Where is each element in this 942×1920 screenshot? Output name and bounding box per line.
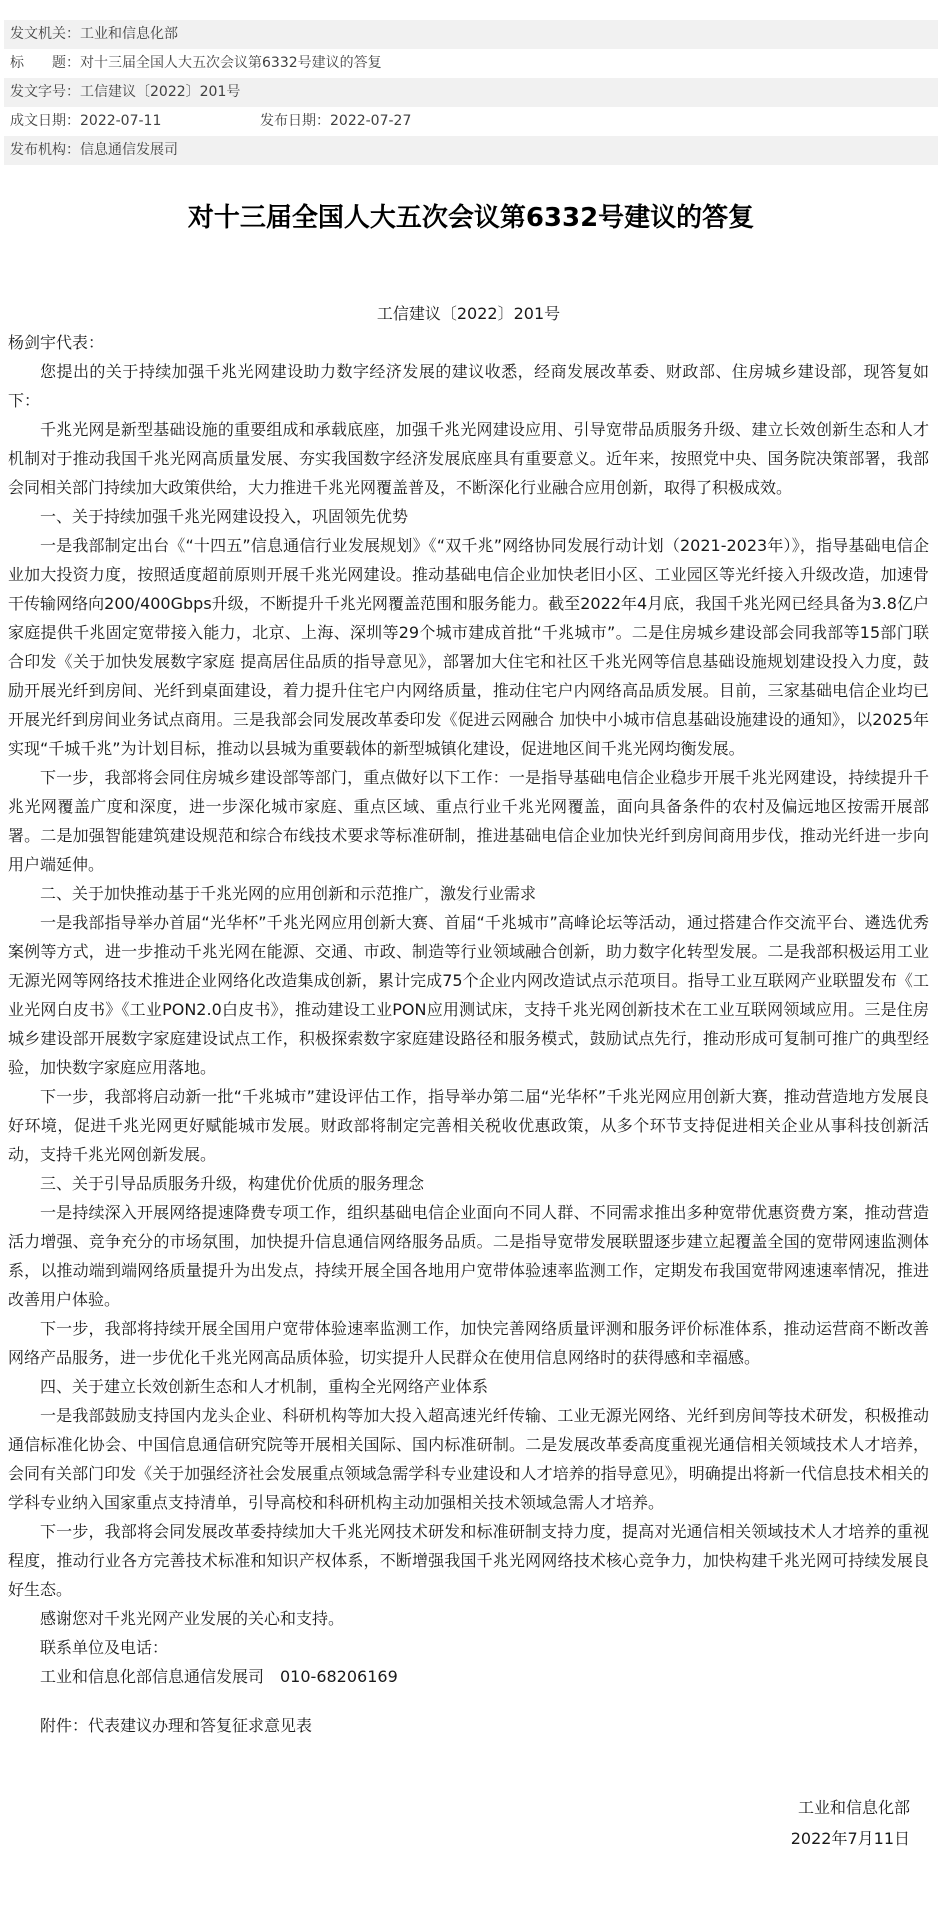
meta-row-issuing-agency — [4, 20, 938, 49]
meta-label: 发布日期： — [260, 113, 330, 129]
meta-label: 发文字号： — [10, 84, 80, 100]
meta-written-date — [10, 107, 260, 136]
meta-value: 2022-07-11 — [80, 113, 162, 129]
meta-row-title — [4, 49, 938, 78]
meta-label: 发布机构： — [10, 142, 80, 158]
document-body — [8, 299, 929, 1854]
signature-date: 2022年7月11日 — [790, 1829, 910, 1848]
document-page — [0, 20, 942, 1920]
meta-row-dates — [4, 107, 938, 136]
meta-value: 信息通信发展司 — [80, 142, 178, 158]
body-paragraph: 一是我部指导举办首届“光华杯”千兆光网应用创新大赛、首届“千兆城市”高峰论坛等活动，通过搭建合作交流平台、遴选优秀案例等方式，进一步推动千兆光网在能源、交通、市政、制造等行业领域融合创新，助力数字化转型发展。二是我部积极运用工业无源光网等网络技术推进企业网络化改造集成创新，累计完成75个企业内网改造试点示范项目。指导工业互联网产业联盟发布《工业光网白皮书》《工业PON2.0白皮书》，推动建设工业PON应用测试床，支持千兆光网创新技术在工业互联网领域应用。三是住房城乡建设部开展数字家庭建设试点工作，积极探索数字家庭建设路径和服务模式，鼓励试点先行，推动形成可复制可推广的典型经验，加快数字家庭应用落地。 — [8, 913, 929, 1077]
meta-label: 成文日期： — [10, 113, 80, 129]
meta-publish-date — [260, 113, 411, 129]
meta-value: 对十三届全国人大五次会议第6332号建议的答复 — [80, 55, 382, 71]
body-paragraph: 千兆光网是新型基础设施的重要组成和承载底座，加强千兆光网建设应用、引导宽带品质服务升级、建立长效创新生态和人才机制对于推动我国千兆光网高质量发展、夯实我国数字经济发展底座具有重要意义。近年来，按照党中央、国务院决策部署，我部会同相关部门持续加大政策供给，大力推进千兆光网覆盖普及，不断深化行业融合应用创新，取得了积极成效。 — [8, 420, 929, 497]
section-heading: 三、关于引导品质服务升级，构建优价优质的服务理念 — [40, 1174, 425, 1193]
paragraph-container — [8, 357, 929, 1691]
body-paragraph: 工业和信息化部信息通信发展司 010-68206169 — [40, 1667, 398, 1686]
section-heading: 一、关于持续加强千兆光网建设投入，巩固领先优势 — [40, 507, 409, 526]
meta-row-doc-number — [4, 78, 938, 107]
meta-label: 标 题： — [10, 55, 80, 71]
document-meta-table — [4, 20, 938, 165]
body-paragraph: 下一步，我部将启动新一批“千兆城市”建设评估工作，指导举办第二届“光华杯”千兆光网应用创新大赛，推动营造地方发展良好环境，促进千兆光网更好赋能城市发展。财政部将制定完善相关税收优惠政策，从多个环节支持促进相关企业从事科技创新活动，支持千兆光网创新发展。 — [8, 1087, 929, 1164]
body-paragraph: 下一步，我部将持续开展全国用户宽带体验速率监测工作，加快完善网络质量评测和服务评价标准体系，推动运营商不断改善网络产品服务，进一步优化千兆光网高品质体验，切实提升人民群众在使用信息网络时的获得感和幸福感。 — [8, 1319, 929, 1367]
meta-label: 发文机关： — [10, 26, 80, 42]
body-paragraph: 感谢您对千兆光网产业发展的关心和支持。 — [40, 1609, 345, 1628]
signature-org: 工业和信息化部 — [797, 1798, 910, 1817]
body-paragraph: 您提出的关于持续加强千兆光网建设助力数字经济发展的建议收悉，经商发展改革委、财政部、住房城乡建设部，现答复如下： — [8, 362, 929, 410]
body-paragraph: 一是我部鼓励支持国内龙头企业、科研机构等加大投入超高速光纤传输、工业无源光网络、光纤到房间等技术研发，积极推动通信标准化协会、中国信息通信研究院等开展相关国际、国内标准研制。二是发展改革委高度重视光通信相关领域技术人才培养，会同有关部门印发《关于加强经济社会发展重点领域急需学科专业建设和人才培养的指导意见》，明确提出将新一代信息技术相关的学科专业纳入国家重点支持清单，引导高校和科研机构主动加强相关技术领域急需人才培养。 — [8, 1406, 929, 1512]
meta-row-publishing-dept — [4, 136, 938, 165]
meta-value: 工信建议〔2022〕201号 — [80, 84, 241, 100]
section-heading: 四、关于建立长效创新生态和人才机制，重构全光网络产业体系 — [40, 1377, 489, 1396]
meta-value: 工业和信息化部 — [80, 26, 178, 42]
signature-block — [8, 1792, 929, 1854]
body-paragraph: 一是我部制定出台《“十四五”信息通信行业发展规划》《“双千兆”网络协同发展行动计划（2021-2023年）》，指导基础电信企业加大投资力度，按照适度超前原则开展千兆光网建设。推动基础电信企业加快老旧小区、工业园区等光纤接入升级改造，加速骨干传输网络向200/400Gbps升级，不断提升千兆光网覆盖范围和服务能力。截至2022年4月底，我国千兆光网已经具备为3.8亿户家庭提供千兆固定宽带接入能力，北京、上海、深圳等29个城市建成首批“千兆城市”。二是住房城乡建设部会同我部等15部门联合印发《关于加快发展数字家庭 提高居住品质的指导意见》，部署加大住宅和社区千兆光网等信息基础设施规划建设投入力度，鼓励开展光纤到房间、光纤到桌面建设，着力提升住宅户内网络质量，推动住宅户内网络高品质发展。目前，三家基础电信企业均已开展光纤到房间业务试点商用。三是我部会同发展改革委印发《促进云网融合 加快中小城市信息基础设施建设的通知》，以2025年实现“千城千兆”为计划目标，推动以县城为重要载体的新型城镇化建设，促进地区间千兆光网均衡发展。 — [8, 536, 929, 758]
body-paragraph: 下一步，我部将会同住房城乡建设部等部门，重点做好以下工作：一是指导基础电信企业稳步开展千兆光网建设，持续提升千兆光网覆盖广度和深度，进一步深化城市家庭、重点区域、重点行业千兆光网覆盖，面向具备条件的农村及偏远地区按需开展部署。二是加强智能建筑建设规范和综合布线技术要求等标准研制，推进基础电信企业加快光纤到房间商用步伐，推动光纤进一步向用户端延伸。 — [8, 768, 929, 874]
section-heading: 二、关于加快推动基于千兆光网的应用创新和示范推广，激发行业需求 — [40, 884, 537, 903]
doc-number-line: 工信建议〔2022〕201号 — [376, 304, 561, 323]
body-paragraph: 下一步，我部将会同发展改革委持续加大千兆光网技术研发和标准研制支持力度，提高对光通信相关领域技术人才培养的重视程度，推动行业各方完善技术标准和知识产权体系，不断增强我国千兆光网网络技术核心竞争力，加快构建千兆光网可持续发展良好生态。 — [8, 1522, 929, 1599]
attachment-line: 附件：代表建议办理和答复征求意见表 — [40, 1716, 313, 1735]
body-paragraph: 一是持续深入开展网络提速降费专项工作，组织基础电信企业面向不同人群、不同需求推出多种宽带优惠资费方案，推动营造活力增强、竞争充分的市场氛围，加快提升信息通信网络服务品质。二是指导宽带发展联盟逐步建立起覆盖全国的宽带网速监测体系，以推动端到端网络质量提升为出发点，持续开展全国各地用户宽带体验速率监测工作，定期发布我国宽带网速速率情况，推进改善用户体验。 — [8, 1203, 929, 1309]
document-title: 对十三届全国人大五次会议第6332号建议的答复 — [187, 203, 755, 233]
salutation: 杨剑宇代表： — [8, 333, 105, 352]
body-paragraph: 联系单位及电话： — [40, 1638, 169, 1657]
meta-value: 2022-07-27 — [330, 113, 412, 129]
